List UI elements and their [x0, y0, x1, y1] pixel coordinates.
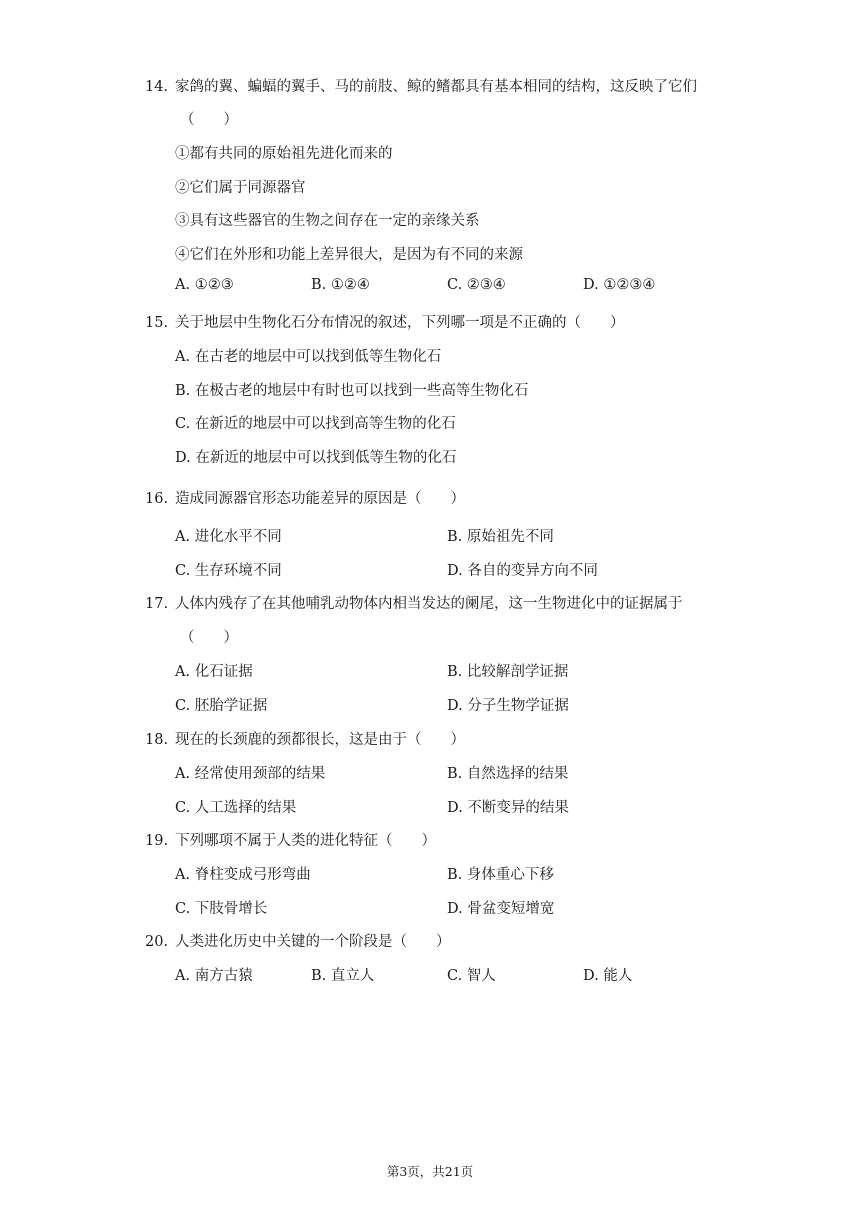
question-20 [145, 930, 451, 951]
page-footer: 第3页，共21页 [386, 1164, 474, 1179]
statement-1: ①都有共同的原始祖先进化而来的 [175, 146, 393, 162]
option-d: D. 在新近的地层中可以找到低等生物的化石 [175, 450, 457, 466]
option-b: B. 比较解剖学证据 [447, 664, 569, 680]
question-19 [145, 829, 436, 850]
option-a: A. 化石证据 [175, 664, 253, 680]
question-number: 19. [145, 833, 169, 849]
option-c: C. 人工选择的结果 [175, 800, 297, 816]
option-a: A. 南方古猿 [175, 968, 253, 984]
question-15 [145, 311, 625, 332]
option-b: B. 直立人 [311, 968, 375, 984]
option-c: C. 下肢骨增长 [175, 901, 268, 917]
option-d: D. 能人 [583, 968, 633, 984]
option-b: B. 在极古老的地层中有时也可以找到一些高等生物化石 [175, 383, 529, 399]
question-stem: 造成同源器官形态功能差异的原因是（ ） [175, 491, 465, 507]
option-d: D. 分子生物学证据 [447, 698, 569, 714]
question-stem: 人类进化历史中关键的一个阶段是（ ） [175, 934, 451, 950]
question-stem: 家鸽的翼、蝙蝠的翼手、马的前肢、鲸的鳍都具有基本相同的结构，这反映了它们 [175, 79, 697, 95]
option-b: B. ①②④ [311, 277, 370, 293]
question-18 [145, 728, 465, 749]
question-number: 20. [145, 934, 169, 950]
question-stem: 关于地层中生物化石分布情况的叙述，下列哪一项是不正确的（ ） [175, 315, 625, 331]
statement-4: ④它们在外形和功能上差异很大，是因为有不同的来源 [175, 247, 523, 263]
question-number: 15. [145, 315, 169, 331]
option-d: D. 各自的变异方向不同 [447, 563, 598, 579]
question-stem: 现在的长颈鹿的颈都很长，这是由于（ ） [175, 732, 465, 748]
statement-3: ③具有这些器官的生物之间存在一定的亲缘关系 [175, 213, 480, 229]
option-d: D. 骨盆变短增宽 [447, 901, 555, 917]
option-c: C. 在新近的地层中可以找到高等生物的化石 [175, 416, 456, 432]
question-stem-continued: （ ） [180, 630, 238, 646]
option-a: A. ①②③ [175, 277, 234, 293]
option-a: A. 脊柱变成弓形弯曲 [175, 867, 311, 883]
option-d: D. 不断变异的结果 [447, 800, 569, 816]
option-b: B. 原始祖先不同 [447, 529, 554, 545]
question-stem: 人体内残存了在其他哺乳动物体内相当发达的阑尾，这一生物进化中的证据属于 [175, 596, 683, 612]
option-a: A. 在古老的地层中可以找到低等生物化石 [175, 349, 442, 365]
option-c: C. ②③④ [447, 277, 506, 293]
question-stem: 下列哪项不属于人类的进化特征（ ） [175, 833, 436, 849]
option-b: B. 身体重心下移 [447, 867, 554, 883]
question-number: 16. [145, 491, 169, 507]
question-14 [145, 75, 697, 96]
option-c: C. 生存环境不同 [175, 563, 282, 579]
option-a: A. 进化水平不同 [175, 529, 282, 545]
option-a: A. 经常使用颈部的结果 [175, 766, 326, 782]
question-number: 14. [145, 79, 169, 95]
question-stem-continued: （ ） [180, 112, 238, 128]
question-17 [145, 592, 683, 613]
option-c: C. 智人 [447, 968, 496, 984]
question-number: 17. [145, 596, 169, 612]
question-16 [145, 487, 465, 508]
question-number: 18. [145, 732, 169, 748]
option-c: C. 胚胎学证据 [175, 698, 268, 714]
option-b: B. 自然选择的结果 [447, 766, 569, 782]
statement-2: ②它们属于同源器官 [175, 180, 306, 196]
option-d: D. ①②③④ [583, 277, 656, 293]
